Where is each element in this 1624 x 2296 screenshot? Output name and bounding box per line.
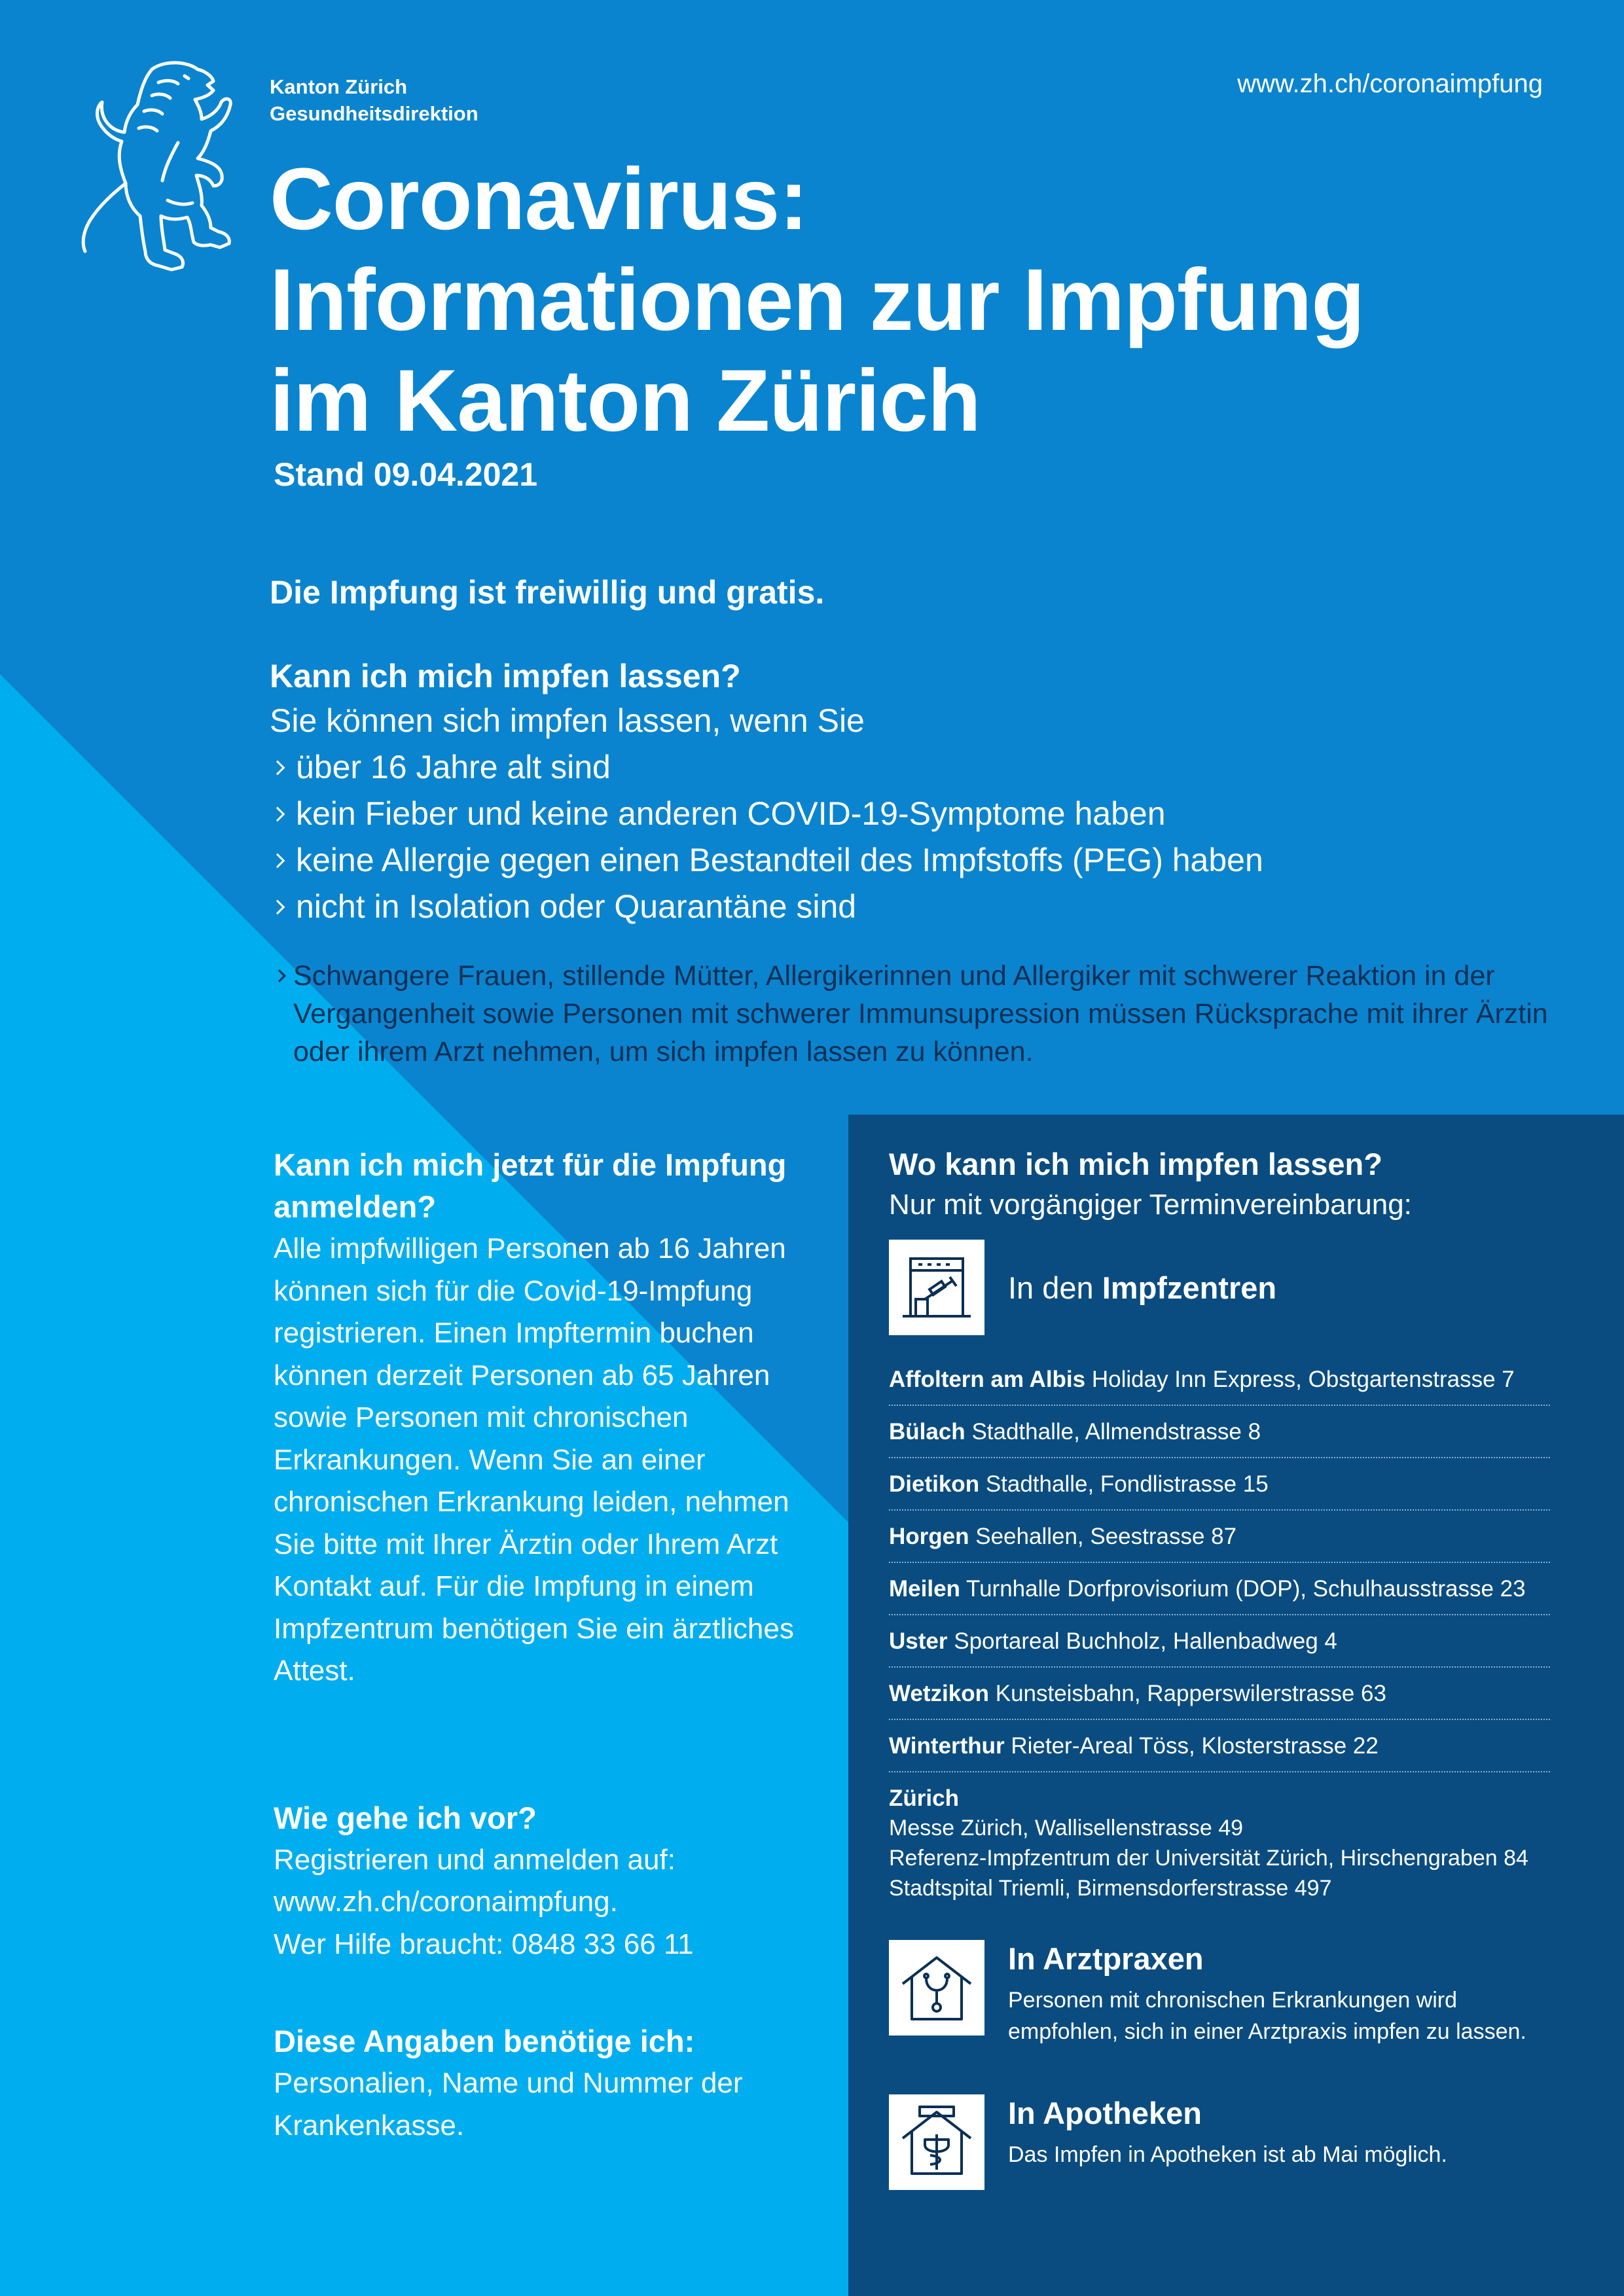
list-item <box>889 1511 1550 1563</box>
left-column <box>274 1144 823 2147</box>
department-line2: Gesundheitsdirektion <box>270 102 478 125</box>
list-item <box>889 1458 1550 1511</box>
list-item <box>889 1720 1550 1772</box>
doctors-text-block <box>1008 1940 1550 2047</box>
doctors-title: In Arztpraxen <box>1008 1941 1204 1976</box>
zurich-lion-icon <box>73 56 254 291</box>
centers-title: Impfzentren <box>1102 1270 1277 1305</box>
required-heading: Diese Angaben benötige ich: <box>274 2024 695 2058</box>
doctors-text: Personen mit chronischen Erkrankungen wird empfohlen, sich in einer Arztpraxis impfen zu lassen. <box>1008 1988 1526 2044</box>
location-city: Uster <box>889 1628 948 1654</box>
location-city: Dietikon <box>889 1471 980 1497</box>
doctor-practice-icon <box>889 1940 984 2036</box>
location-place: Seehallen, Seestrasse 87 <box>975 1524 1237 1549</box>
eligibility-section <box>270 655 1513 930</box>
location-city: Bülach <box>889 1419 965 1444</box>
pharmacies-text: Das Impfen in Apotheken ist ab Mai möglich. <box>1008 2142 1447 2167</box>
location-place: Sportareal Buchholz, Hallenbadweg 4 <box>954 1628 1337 1654</box>
pharmacies-title: In Apotheken <box>1008 2096 1202 2130</box>
department-line1: Kanton Zürich <box>270 75 408 98</box>
where-heading: Wo kann ich mich impfen lassen? <box>889 1147 1382 1181</box>
location-place: Stadthalle, Allmendstrasse 8 <box>971 1419 1261 1444</box>
list-item <box>889 1354 1550 1406</box>
list-item <box>889 1615 1550 1668</box>
vaccination-center-icon <box>889 1240 984 1335</box>
location-place: Stadthalle, Fondlistrasse 15 <box>985 1471 1269 1497</box>
register-text: Alle impfwilligen Personen ab 16 Jahren können sich für die Covid-19-Impfung registrieren. Einen Impftermin buchen können derzeit Personen ab 65 Jahren sowie Personen mit chronischen Erkrankungen. Wenn Sie an einer chronischen Erkrankung leiden, nehmen Sie bitte mit Ihrer Ärztin oder Ihrem Arzt Kontakt auf. Für die Impfung in einem Impfzentrum benötigen Sie ein ärztliches Attest. <box>274 1232 794 1687</box>
list-item-zurich <box>889 1772 1550 1903</box>
voluntary-statement: Die Impfung ist freiwillig und gratis. <box>270 574 825 611</box>
location-city: Horgen <box>889 1524 969 1549</box>
condition-item: keine Allergie gegen einen Bestandteil des Impfstoffs (PEG) haben <box>270 837 1513 884</box>
condition-item: nicht in Isolation oder Quarantäne sind <box>270 884 1513 930</box>
locations-list <box>889 1354 1550 1903</box>
list-item <box>889 1563 1550 1615</box>
eligibility-heading: Kann ich mich impfen lassen? <box>270 658 741 694</box>
title-line2: Informationen zur Impfung <box>270 251 1365 349</box>
pharmacies-text-block <box>1008 2094 1447 2170</box>
special-groups-note: Schwangere Frauen, stillende Mütter, Allergikerinnen und Allergiker mit schwerer Reaktion in der Vergangenheit sowie Personen mit schwerer Immunsupression müssen Rücksprache mit ihrer Ärztin oder ihrem Arzt nehmen, um sich impfen lassen zu können. <box>274 957 1576 1071</box>
location-city: Meilen <box>889 1576 960 1602</box>
location-place: Turnhalle Dorfprovisorium (DOP), Schulhausstrasse 23 <box>966 1576 1526 1602</box>
department-label <box>270 73 478 127</box>
list-item <box>889 1668 1550 1720</box>
required-text: Personalien, Name und Nummer der Krankenkasse. <box>274 2067 743 2142</box>
pharmacies-section <box>889 2094 1550 2190</box>
location-place: Referenz-Impfzentrum der Universität Zürich, Hirschengraben 84 <box>889 1846 1528 1871</box>
howto-heading: Wie gehe ich vor? <box>274 1800 537 1835</box>
location-place: Holiday Inn Express, Obstgartenstrasse 7 <box>1091 1367 1515 1392</box>
centers-header <box>889 1240 1550 1335</box>
location-city: Wetzikon <box>889 1681 989 1706</box>
list-item <box>889 1406 1550 1458</box>
page-title <box>270 149 1364 452</box>
centers-prefix: In den <box>1008 1270 1094 1305</box>
register-heading: Kann ich mich jetzt für die Impfung anmelden? <box>274 1147 787 1224</box>
location-city: Winterthur <box>889 1733 1005 1759</box>
title-line3: im Kanton Zürich <box>270 352 981 450</box>
eligibility-conditions <box>270 744 1513 930</box>
howto-hotline: Wer Hilfe braucht: 0848 33 66 11 <box>274 1928 694 1960</box>
condition-item: kein Fieber und keine anderen COVID-19-Symptome haben <box>270 791 1513 837</box>
location-place: Kunsteisbahn, Rapperswilerstrasse 63 <box>995 1681 1386 1706</box>
location-place: Rieter-Areal Töss, Klosterstrasse 22 <box>1011 1733 1379 1759</box>
howto-url-link[interactable]: www.zh.ch/coronaimpfung. <box>274 1886 618 1918</box>
condition-item: über 16 Jahre alt sind <box>270 744 1513 791</box>
location-city: Zürich <box>889 1785 959 1811</box>
location-place: Messe Zürich, Wallisellenstrasse 49 <box>889 1816 1244 1840</box>
date-stand: Stand 09.04.2021 <box>274 456 538 493</box>
eligibility-lead: Sie können sich impfen lassen, wenn Sie <box>270 702 865 739</box>
doctors-section <box>889 1940 1550 2047</box>
pharmacy-icon <box>889 2094 984 2190</box>
header-url-link[interactable]: www.zh.ch/coronaimpfung <box>1237 69 1543 98</box>
location-city: Affoltern am Albis <box>889 1367 1086 1392</box>
right-column <box>889 1144 1550 2190</box>
where-subheading: Nur mit vorgängiger Terminvereinbarung: <box>889 1189 1412 1221</box>
location-place: Stadtspital Triemli, Birmensdorferstrasse 497 <box>889 1876 1332 1901</box>
centers-label <box>1008 1270 1276 1306</box>
howto-line1: Registrieren und anmelden auf: <box>274 1843 676 1876</box>
title-line1: Coronavirus: <box>270 151 808 248</box>
